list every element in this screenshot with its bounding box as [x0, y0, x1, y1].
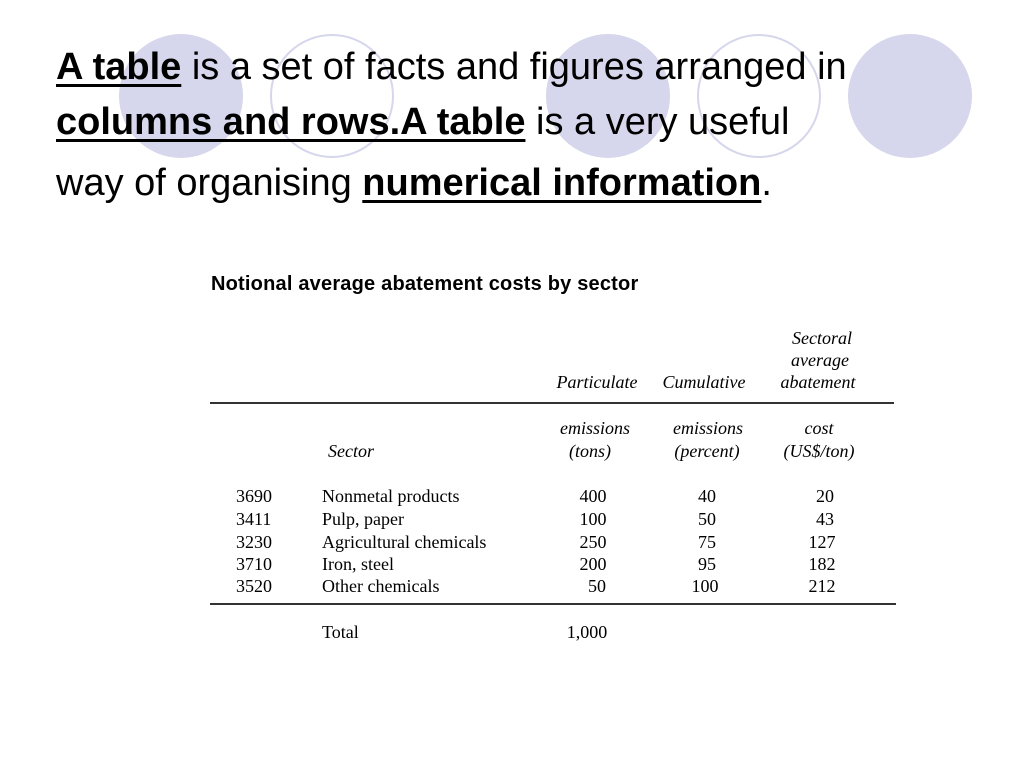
term-columns-rows: columns and rows.A table [56, 101, 526, 143]
heading-text-2: is a very useful [525, 101, 790, 143]
header-sector: Sector [328, 441, 374, 461]
row-3-cumulative: 75 [698, 532, 716, 552]
row-3-cost: 127 [808, 532, 836, 552]
header-cost-2: (US$/ton) [783, 441, 855, 461]
term-a-table: A table [56, 46, 182, 88]
row-2-cumulative: 50 [698, 509, 716, 529]
row-3-sector: Agricultural chemicals [322, 532, 487, 552]
row-4-sector: Iron, steel [322, 554, 394, 574]
heading-text-4: . [761, 162, 772, 204]
header-sectoral-3: abatement [780, 372, 856, 392]
header-particulate: Particulate [556, 372, 638, 392]
row-5-sector: Other chemicals [322, 576, 440, 596]
row-2-sector: Pulp, paper [322, 509, 404, 529]
top-rule [210, 402, 894, 404]
header-cost-1: cost [804, 418, 834, 438]
row-4-cumulative: 95 [698, 554, 716, 574]
header-emissions-pct-1: emissions [672, 418, 744, 438]
bottom-rule [210, 603, 896, 605]
heading-text-1: is a set of facts and figures arranged in [181, 46, 847, 88]
table-title: Notional average abatement costs by sector [211, 273, 639, 295]
total-label: Total [322, 622, 359, 642]
header-emissions-pct-2: (percent) [674, 441, 740, 461]
row-2-emissions: 100 [579, 509, 607, 529]
row-4-emissions: 200 [579, 554, 607, 574]
total-emissions: 1,000 [566, 622, 608, 642]
row-2-code: 3411 [236, 509, 272, 529]
header-emissions-tons-2: (tons) [569, 441, 611, 461]
row-3-emissions: 250 [579, 532, 607, 552]
heading-text-3: way of organising [56, 162, 363, 204]
row-4-cost: 182 [808, 554, 836, 574]
heading-line-3 [56, 156, 976, 211]
row-1-cost: 20 [816, 486, 834, 506]
row-1-sector: Nonmetal products [322, 486, 460, 506]
term-numerical-information: numerical information [362, 162, 762, 204]
row-4-code: 3710 [236, 554, 272, 574]
header-emissions-tons-1: emissions [559, 418, 631, 438]
header-cumulative: Cumulative [662, 372, 746, 392]
row-5-cost: 212 [808, 576, 836, 596]
row-1-emissions: 400 [579, 486, 607, 506]
slide-heading [56, 40, 976, 211]
row-5-code: 3520 [236, 576, 272, 596]
row-1-cumulative: 40 [698, 486, 716, 506]
row-5-cumulative: 100 [691, 576, 719, 596]
header-sectoral-2: average [791, 350, 849, 370]
row-5-emissions: 50 [588, 576, 606, 596]
row-1-code: 3690 [236, 486, 272, 506]
row-3-code: 3230 [236, 532, 272, 552]
row-2-cost: 43 [816, 509, 834, 529]
header-sectoral-1: Sectoral [792, 328, 852, 348]
